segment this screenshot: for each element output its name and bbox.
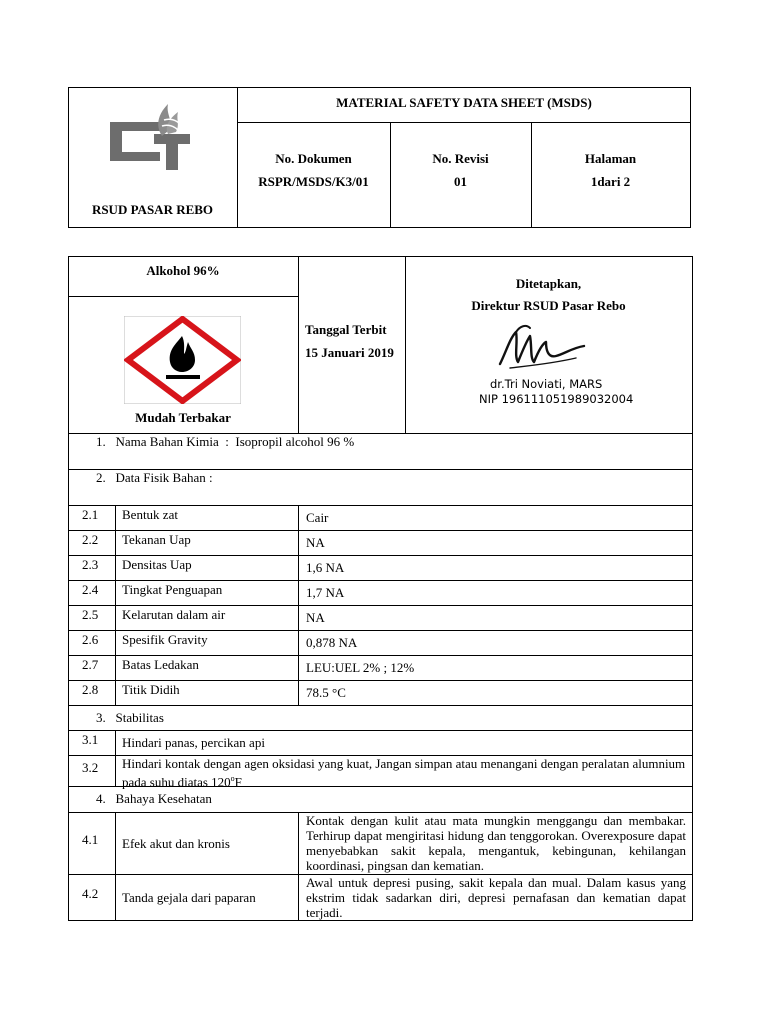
- row-value: LEU:UEL 2% ; 12%: [306, 660, 415, 675]
- section-1-label: Nama Bahan Kimia: [115, 434, 219, 449]
- row-number: 2.2: [82, 532, 99, 547]
- hospital-name: RSUD PASAR REBO: [91, 202, 214, 217]
- row-value: 1,6 NA: [306, 560, 345, 575]
- product-name: Alkohol 96%: [146, 263, 220, 278]
- approved-label: Ditetapkan,: [515, 276, 582, 291]
- row-label: Efek akut dan kronis: [122, 836, 230, 851]
- hospital-logo-icon: [104, 100, 196, 174]
- row-number: 2.8: [82, 682, 99, 697]
- hazard-caption: Mudah Terbakar: [135, 410, 231, 425]
- document-title: MATERIAL SAFETY DATA SHEET (MSDS): [336, 95, 592, 110]
- approved-by: Direktur RSUD Pasar Rebo: [471, 298, 626, 313]
- row-number: 3.1: [82, 732, 99, 747]
- row-number: 2.1: [82, 507, 99, 522]
- row-number: 4.1: [82, 832, 99, 847]
- row-label: Tekanan Uap: [122, 532, 191, 547]
- row-value: NA: [306, 535, 325, 550]
- row-value: 78.5 °C: [306, 685, 346, 700]
- row-value: Cair: [306, 510, 329, 525]
- row-label: Spesifik Gravity: [122, 632, 208, 647]
- row-number: 2.7: [82, 657, 99, 672]
- section-1-value: Isopropil alcohol 96 %: [235, 434, 355, 449]
- signer-name: dr.Tri Noviati, MARS: [490, 377, 603, 391]
- section-3-number: 3.: [96, 710, 106, 725]
- revision-label: No. Revisi: [432, 151, 489, 166]
- section-1-number: 1.: [96, 434, 106, 449]
- section-2-number: 2.: [96, 470, 106, 485]
- section-2-label: Data Fisik Bahan :: [115, 470, 213, 485]
- section-2-row: [96, 470, 213, 486]
- row-number: 2.6: [82, 632, 99, 647]
- section-4-row: [96, 791, 212, 807]
- row-label: Bentuk zat: [122, 507, 178, 522]
- revision-value: 01: [454, 174, 467, 189]
- doc-number-label: No. Dokumen: [275, 151, 352, 166]
- row-label: Batas Ledakan: [122, 657, 199, 672]
- row-number: 3.2: [82, 760, 99, 775]
- section-4-label: Bahaya Kesehatan: [115, 791, 212, 806]
- row-number: 2.3: [82, 557, 99, 572]
- issue-date-label: Tanggal Terbit: [305, 322, 387, 337]
- health-effect-text: Kontak dengan kulit atau mata mungkin menggangu dan membakar. Terhirup dapat mengiritasi hidung dan tenggorokan. Overexposure dapat menyebabkan sakit kepala, mengantuk, kebingunan, kehilangan koordinasi, pingsan dan kematian.: [306, 813, 686, 873]
- signature-icon: [480, 318, 610, 374]
- issue-date-value: 15 Januari 2019: [305, 345, 394, 360]
- row-number: 2.5: [82, 607, 99, 622]
- stability-text: Hindari kontak dengan agen oksidasi yang kuat, Jangan simpan atau menangani dengan peralatan alumnium pada suhu diatas 120$^o$F: [122, 756, 686, 790]
- health-effect-text: Awal untuk depresi pusing, sakit kepala dan mual. Dalam kasus yang ekstrim tidak sadarkan diri, depresi pernafasan dan kematian dapat terjadi.: [306, 875, 686, 920]
- row-number: 2.4: [82, 582, 99, 597]
- signer-nip: NIP 196111051989032004: [479, 392, 634, 406]
- row-label: Titik Didih: [122, 682, 180, 697]
- section-1-row: [96, 434, 354, 450]
- page-value: 1dari 2: [590, 174, 631, 189]
- page-label: Halaman: [584, 151, 637, 166]
- row-value: 1,7 NA: [306, 585, 345, 600]
- row-label: Densitas Uap: [122, 557, 192, 572]
- row-label: Tanda gejala dari paparan: [122, 890, 256, 905]
- row-number: 4.2: [82, 886, 99, 901]
- row-label: Kelarutan dalam air: [122, 607, 226, 622]
- row-label: Tingkat Penguapan: [122, 582, 223, 597]
- section-1-separator: :: [225, 434, 229, 449]
- row-value: 0,878 NA: [306, 635, 358, 650]
- section-3-row: [96, 710, 164, 726]
- row-value: NA: [306, 610, 325, 625]
- flammable-pictogram-icon: [124, 316, 241, 404]
- doc-number-value: RSPR/MSDS/K3/01: [258, 174, 369, 189]
- stability-text: Hindari panas, percikan api: [122, 735, 265, 750]
- section-3-label: Stabilitas: [115, 710, 164, 725]
- section-4-number: 4.: [96, 791, 106, 806]
